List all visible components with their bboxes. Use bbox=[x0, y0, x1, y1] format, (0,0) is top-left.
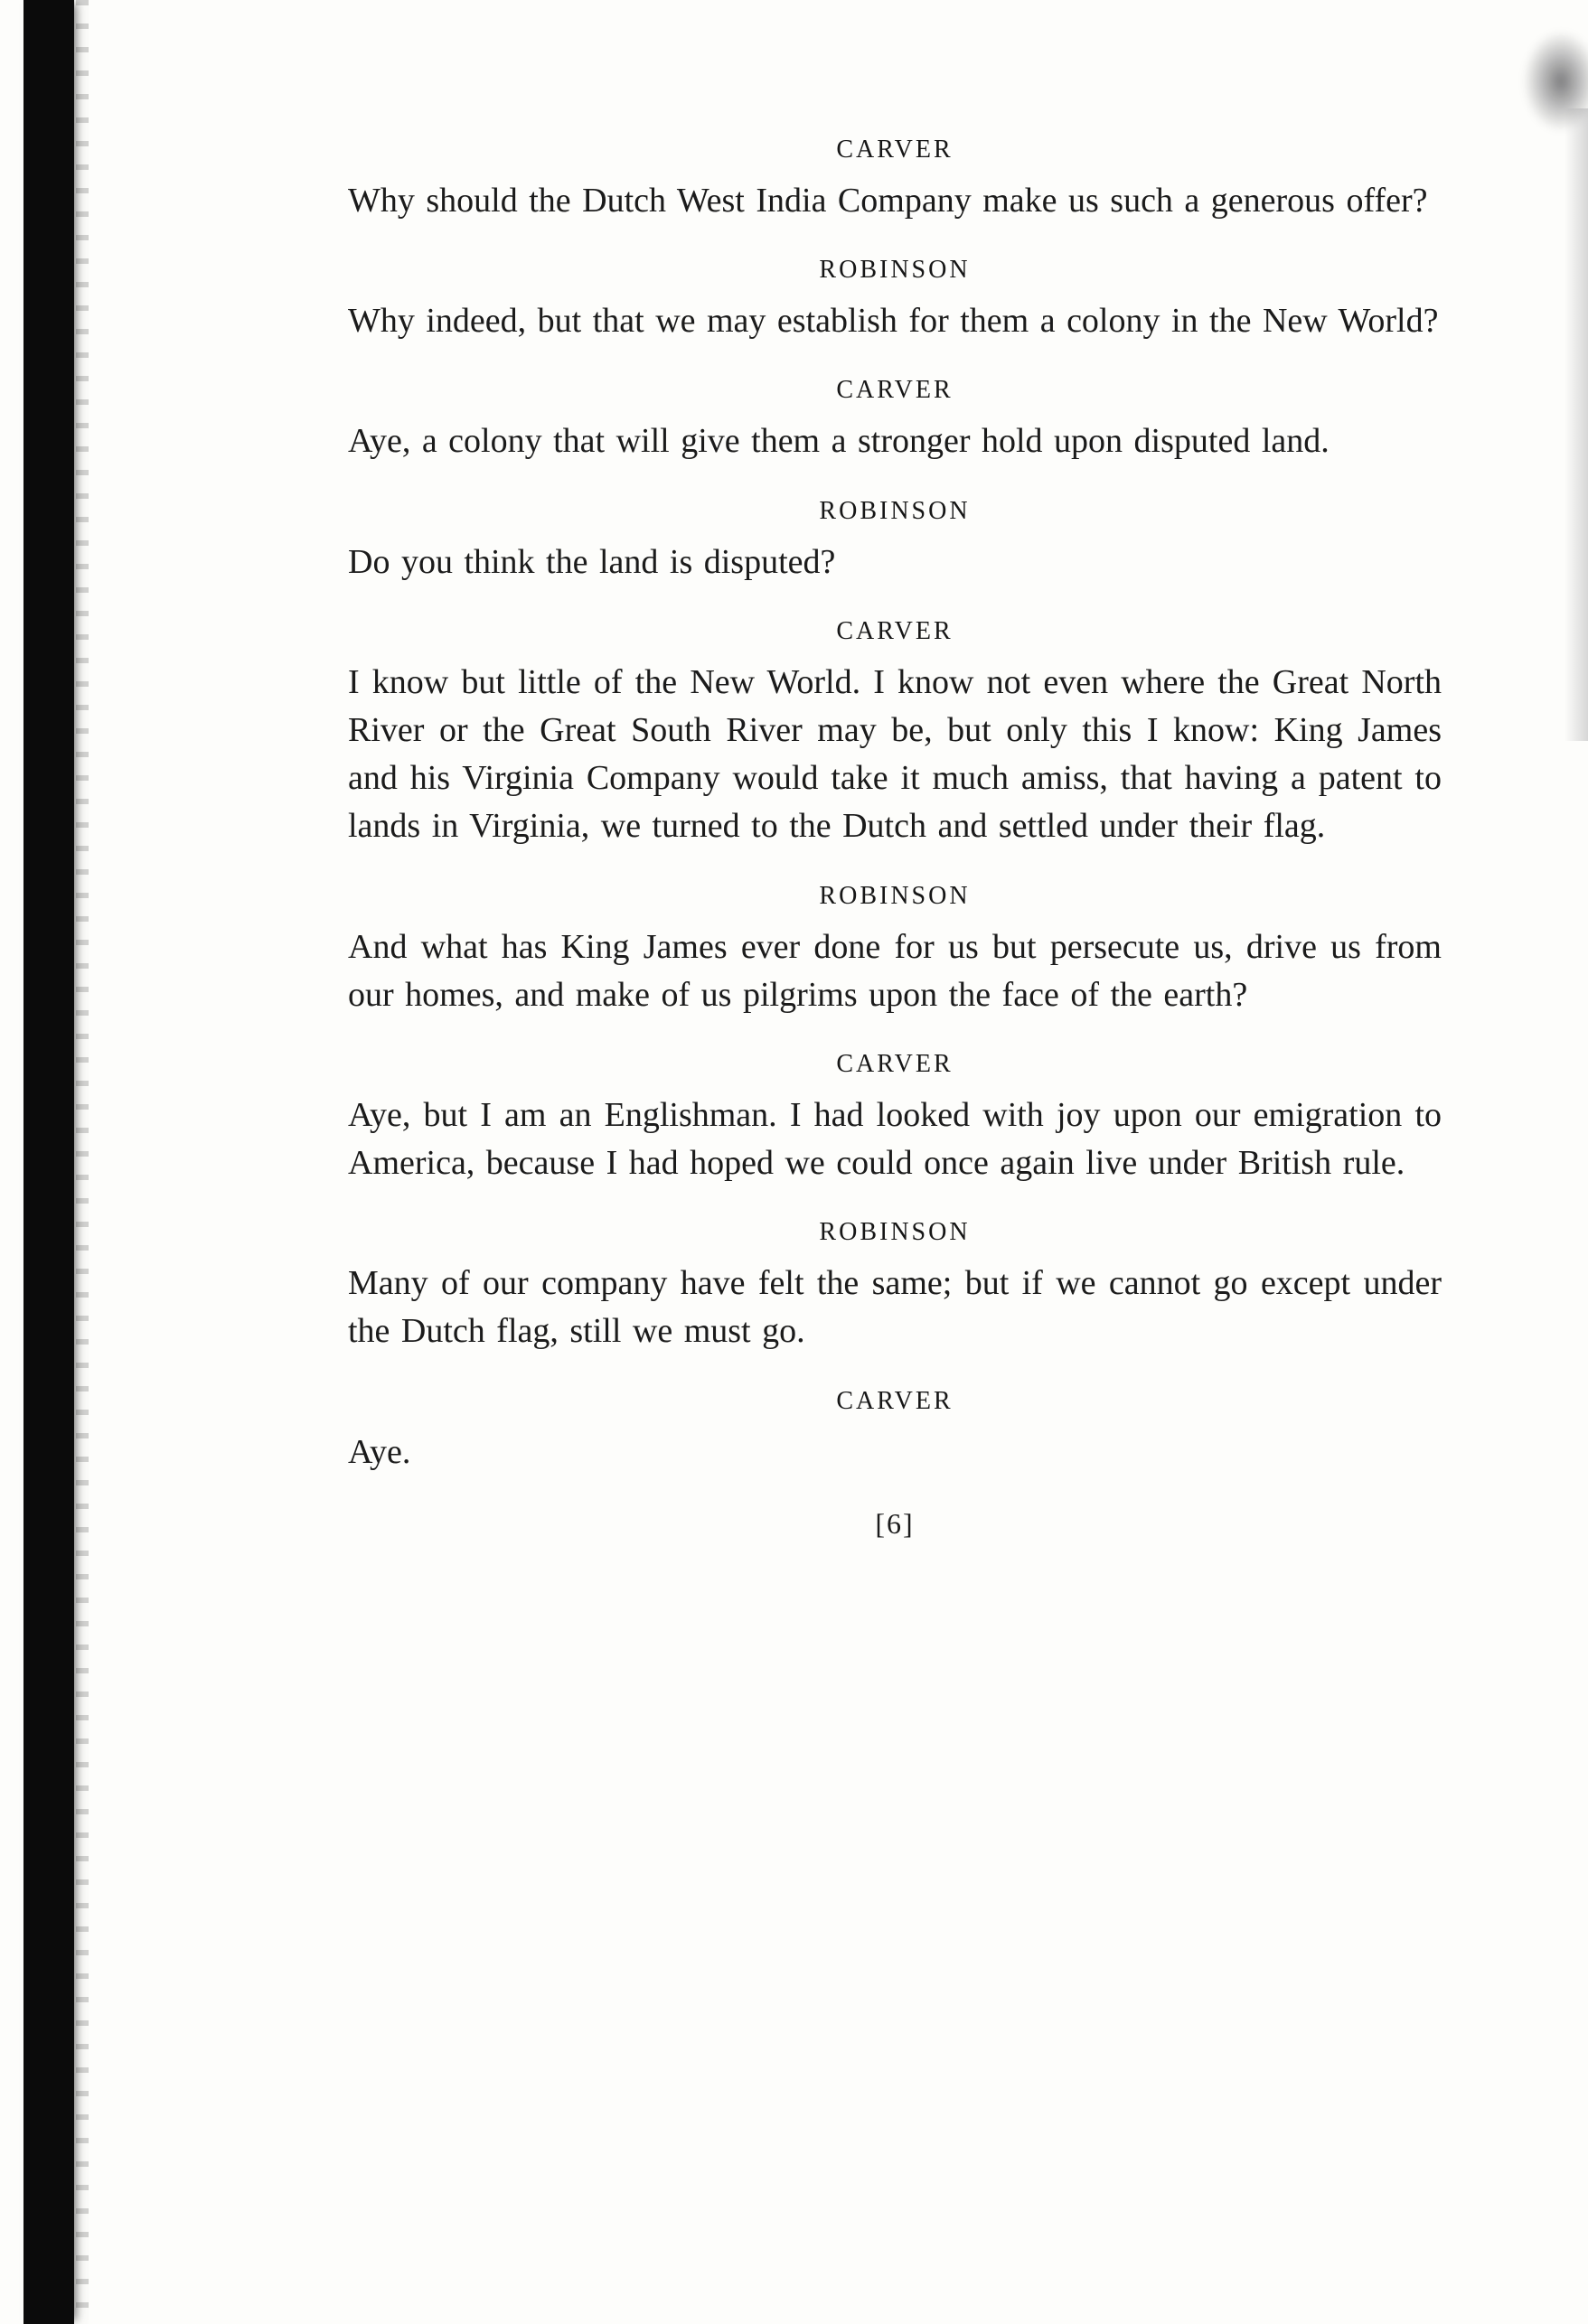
dialogue-block bbox=[348, 882, 1442, 1019]
speaker-name: CARVER bbox=[836, 376, 954, 405]
speech-text: And what has King James ever done for us but persecute us, drive us from our homes, and make of us pilgrims upon the face of the earth? bbox=[348, 927, 1442, 1014]
speech-text: Aye. bbox=[348, 1432, 411, 1471]
speaker-name: CARVER bbox=[836, 1049, 954, 1078]
dialogue-block bbox=[348, 376, 1442, 465]
binding-texture bbox=[76, 0, 89, 2324]
speaker-name: CARVER bbox=[836, 616, 954, 645]
dialogue-block bbox=[348, 1218, 1442, 1355]
dialogue-block bbox=[348, 136, 1442, 225]
dialogue-block bbox=[348, 1050, 1442, 1187]
speech-text: Do you think the land is disputed? bbox=[348, 542, 836, 581]
speaker-name: ROBINSON bbox=[819, 256, 971, 285]
speech-text: Many of our company have felt the same; but if we cannot go except under the Dutch flag, still we must go. bbox=[348, 1264, 1442, 1351]
speech-text: Why should the Dutch West India Company make us such a generous offer? bbox=[348, 182, 1428, 220]
dialogue-block bbox=[348, 617, 1442, 851]
speaker-name: ROBINSON bbox=[819, 1218, 971, 1247]
speech-text: I know but little of the New World. I know not even where the Great North River or the Great South River may be, but only this I know: King James and his Virginia Company would take it much amiss, that having a patent to lands in Virginia, we turned to the Dutch and settled under their flag. bbox=[348, 662, 1442, 846]
speaker-name: ROBINSON bbox=[819, 496, 971, 525]
speaker-name: CARVER bbox=[836, 136, 954, 164]
speaker-name: CARVER bbox=[836, 1386, 954, 1415]
dialogue-block bbox=[348, 256, 1442, 345]
speech-text: Aye, but I am an Englishman. I had looked with joy upon our emigration to America, because I had hoped we could once again live under British rule. bbox=[348, 1095, 1442, 1183]
dialogue-block bbox=[348, 497, 1442, 586]
binding-shadow bbox=[23, 0, 74, 2324]
page-number: [6] bbox=[875, 1506, 915, 1540]
speech-text: Why indeed, but that we may establish for them a colony in the New World? bbox=[348, 302, 1439, 341]
speaker-name: ROBINSON bbox=[819, 881, 971, 910]
text-block bbox=[348, 136, 1442, 1541]
dialogue-block bbox=[348, 1387, 1442, 1476]
scan-smudge-right-edge bbox=[1565, 108, 1588, 741]
speech-text: Aye, a colony that will give them a stronger hold upon disputed land. bbox=[348, 422, 1330, 461]
